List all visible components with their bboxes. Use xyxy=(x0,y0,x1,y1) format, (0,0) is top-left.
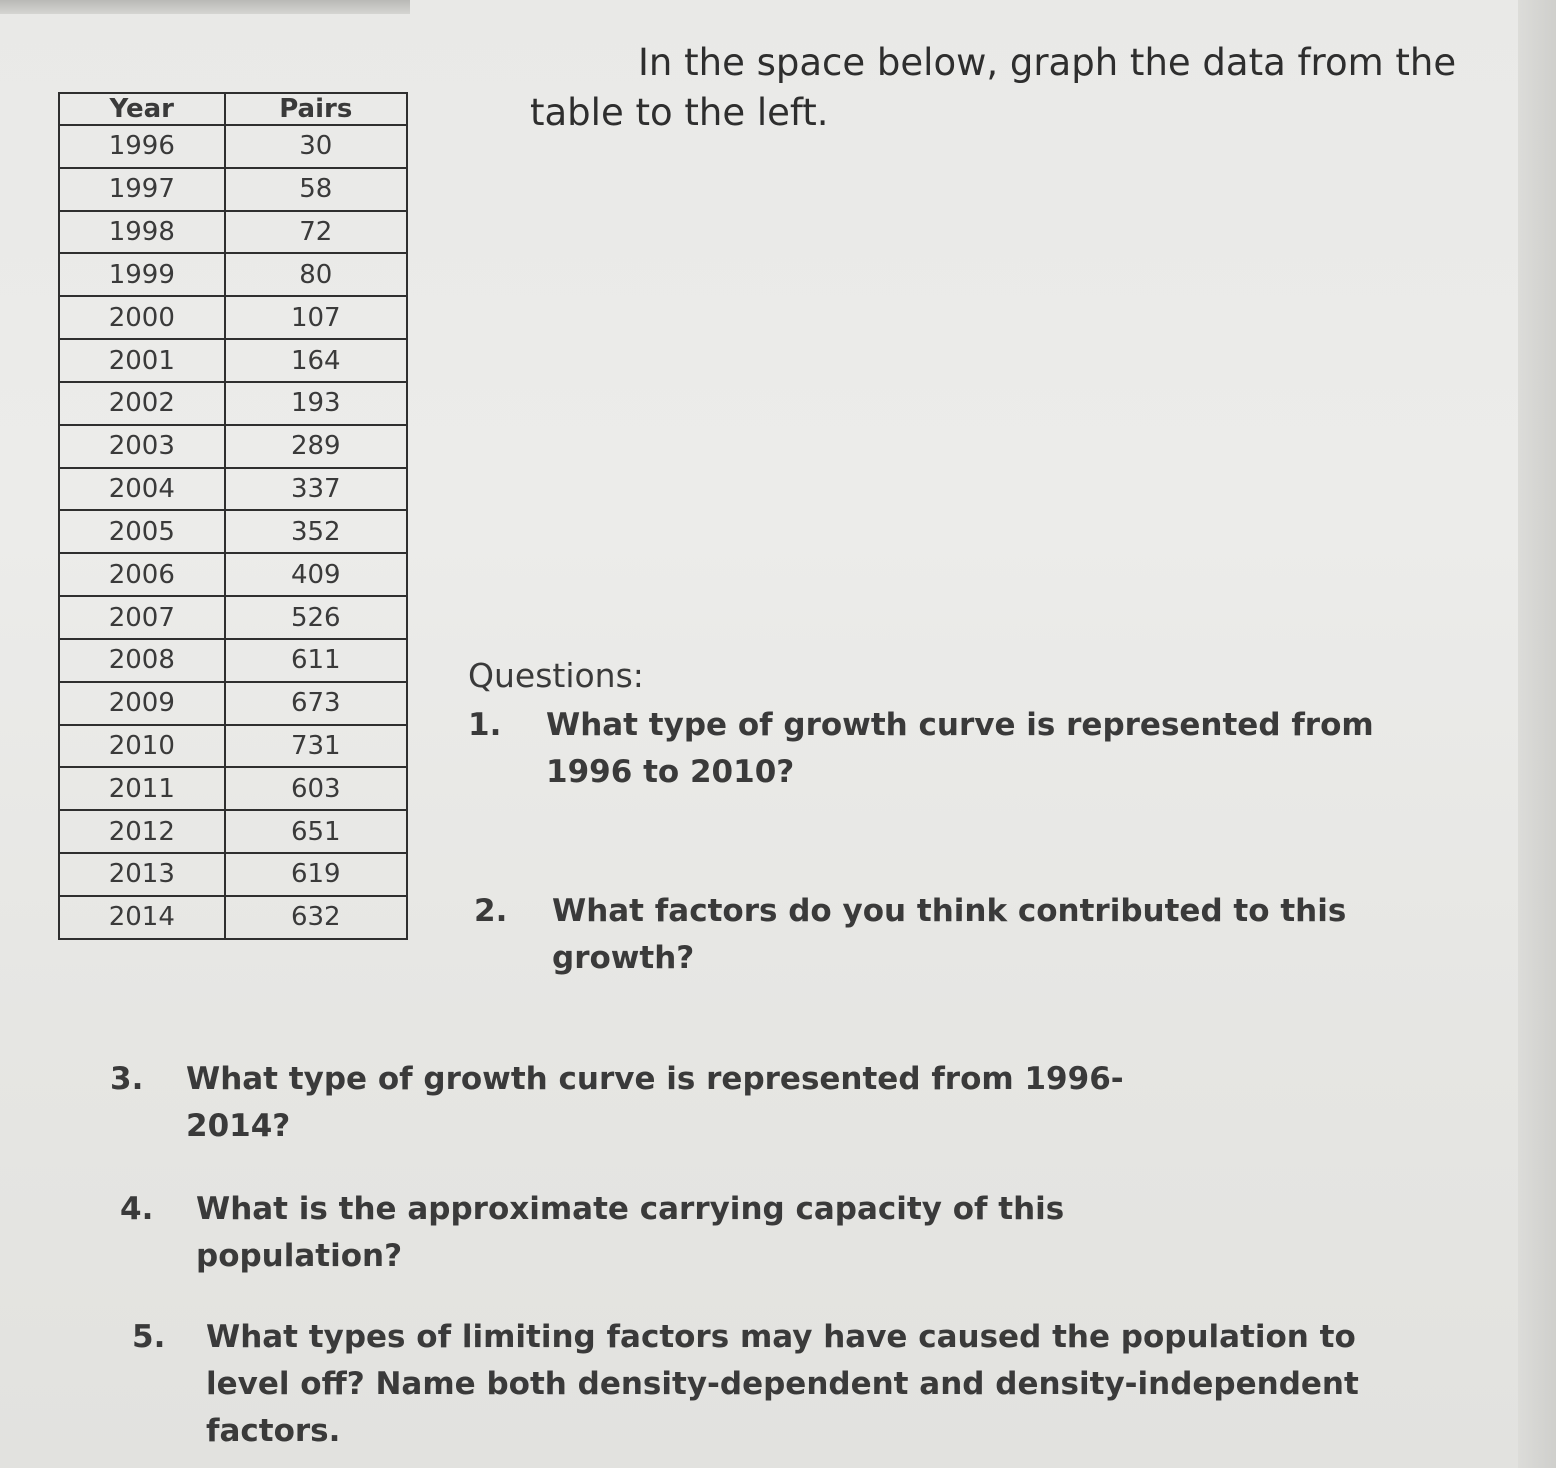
question-4-text: What is the approximate carrying capacity of this population? xyxy=(196,1191,1065,1274)
year-cell: 1997 xyxy=(59,168,225,211)
question-2-text: What factors do you think contributed to this growth? xyxy=(552,893,1347,976)
question-3-text: What type of growth curve is represented from 1996-2014? xyxy=(186,1061,1124,1144)
table-row xyxy=(59,896,407,939)
table-row xyxy=(59,425,407,468)
question-5 xyxy=(132,1314,1432,1449)
pairs-cell: 58 xyxy=(225,168,407,211)
year-cell: 2001 xyxy=(59,339,225,382)
year-cell: 2009 xyxy=(59,682,225,725)
pairs-cell: 337 xyxy=(225,468,407,511)
pairs-cell: 632 xyxy=(225,896,407,939)
year-cell: 2000 xyxy=(59,296,225,339)
table-header-row xyxy=(59,93,407,125)
question-1 xyxy=(468,702,1448,802)
year-cell: 2006 xyxy=(59,553,225,596)
table-row xyxy=(59,725,407,768)
table-row xyxy=(59,596,407,639)
table-row xyxy=(59,639,407,682)
question-5-number: 5. xyxy=(132,1319,166,1355)
question-3 xyxy=(110,1056,1210,1144)
year-cell: 1996 xyxy=(59,125,225,168)
year-cell: 2005 xyxy=(59,510,225,553)
question-5-text: What types of limiting factors may have caused the population to level off? Name both density-dependent and density-independent factors. xyxy=(206,1319,1359,1449)
table-row xyxy=(59,810,407,853)
table-body xyxy=(59,125,407,939)
year-cell: 2003 xyxy=(59,425,225,468)
instructions-text: In the space below, graph the data from the table to the left. xyxy=(530,41,1457,134)
year-cell: 2010 xyxy=(59,725,225,768)
right-edge-shadow xyxy=(1518,0,1556,1468)
year-cell: 1999 xyxy=(59,253,225,296)
pairs-cell: 30 xyxy=(225,125,407,168)
table-row xyxy=(59,767,407,810)
table-row xyxy=(59,510,407,553)
table-row xyxy=(59,296,407,339)
year-cell: 2008 xyxy=(59,639,225,682)
pairs-cell: 526 xyxy=(225,596,407,639)
header-pairs: Pairs xyxy=(225,93,407,125)
year-cell: 2013 xyxy=(59,853,225,896)
year-cell: 2004 xyxy=(59,468,225,511)
year-cell: 1998 xyxy=(59,211,225,254)
pairs-cell: 164 xyxy=(225,339,407,382)
data-table xyxy=(58,92,408,940)
year-cell: 2007 xyxy=(59,596,225,639)
question-3-number: 3. xyxy=(110,1061,144,1097)
question-4 xyxy=(120,1186,1220,1274)
table-row xyxy=(59,125,407,168)
instructions xyxy=(530,38,1520,138)
year-cell: 2011 xyxy=(59,767,225,810)
table-row xyxy=(59,253,407,296)
year-pairs-table xyxy=(58,92,408,940)
pairs-cell: 409 xyxy=(225,553,407,596)
pairs-cell: 72 xyxy=(225,211,407,254)
table-row xyxy=(59,553,407,596)
table-row xyxy=(59,853,407,896)
pairs-cell: 80 xyxy=(225,253,407,296)
year-cell: 2014 xyxy=(59,896,225,939)
table-row xyxy=(59,682,407,725)
pairs-cell: 193 xyxy=(225,382,407,425)
pairs-cell: 611 xyxy=(225,639,407,682)
header-year: Year xyxy=(59,93,225,125)
question-2-number: 2. xyxy=(474,893,508,929)
pairs-cell: 352 xyxy=(225,510,407,553)
table-row xyxy=(59,382,407,425)
pairs-cell: 289 xyxy=(225,425,407,468)
year-cell: 2002 xyxy=(59,382,225,425)
question-4-number: 4. xyxy=(120,1191,154,1227)
top-edge-shadow xyxy=(0,0,410,14)
pairs-cell: 619 xyxy=(225,853,407,896)
question-1-number: 1. xyxy=(468,707,502,743)
table-row xyxy=(59,339,407,382)
questions-title: Questions: xyxy=(468,656,644,695)
pairs-cell: 107 xyxy=(225,296,407,339)
question-1-text: What type of growth curve is represented from 1996 to 2010? xyxy=(546,707,1374,790)
pairs-cell: 731 xyxy=(225,725,407,768)
table-row xyxy=(59,211,407,254)
question-2 xyxy=(474,888,1474,976)
pairs-cell: 673 xyxy=(225,682,407,725)
table-row xyxy=(59,468,407,511)
year-cell: 2012 xyxy=(59,810,225,853)
pairs-cell: 603 xyxy=(225,767,407,810)
pairs-cell: 651 xyxy=(225,810,407,853)
table-row xyxy=(59,168,407,211)
